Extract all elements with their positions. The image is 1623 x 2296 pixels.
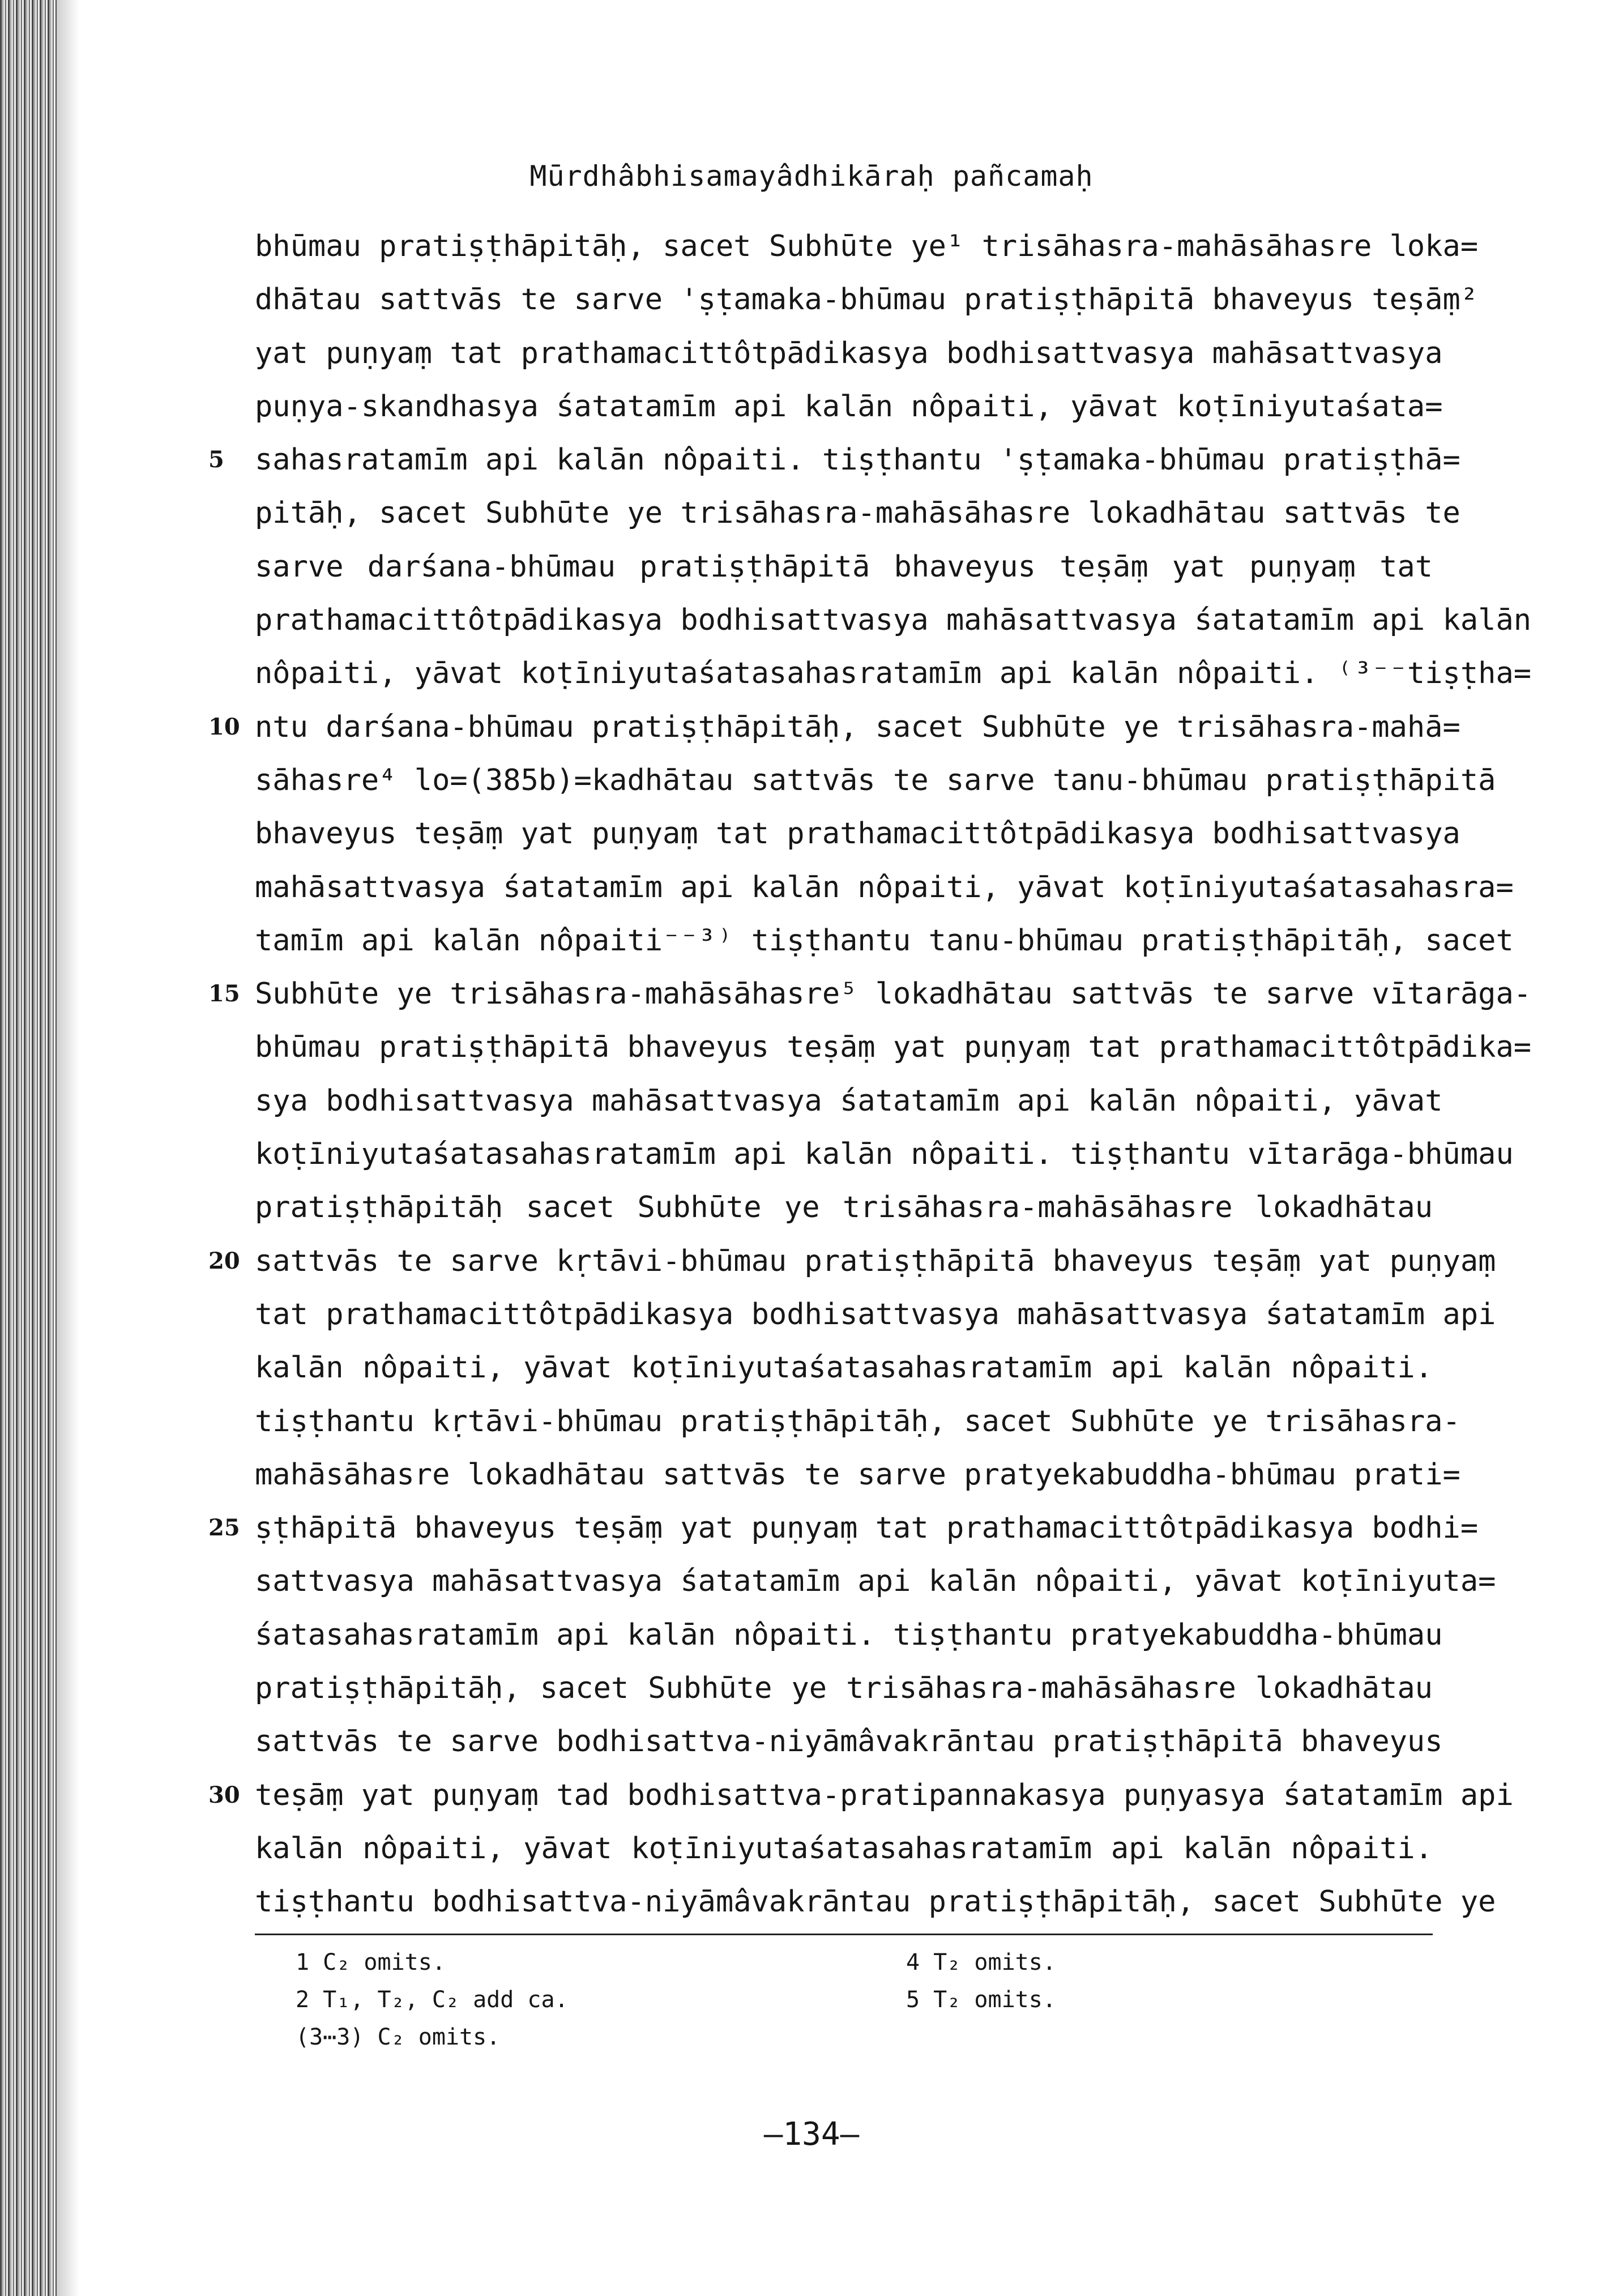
text-line (255, 540, 1433, 594)
line-text: bhūmau pratiṣṭhāpitā bhaveyus teṣāṃ yat puṇyaṃ tat prathamacittôtpādika= (255, 1030, 1532, 1065)
line-number: 30 (208, 1781, 240, 1808)
text-line (255, 1128, 1514, 1181)
line-text: yat puṇyaṃ tat prathamacittôtpādikasya bodhisattvasya mahāsattvasya (255, 336, 1443, 370)
line-text: sattvās te sarve kṛtāvi-bhūmau pratiṣṭhāpitā bhaveyus teṣāṃ yat puṇyaṃ (255, 1244, 1496, 1278)
line-text: ntu darśana-bhūmau pratiṣṭhāpitāḥ, sacet Subhūte ye trisāhasra-mahā= (255, 710, 1460, 744)
footnote-rule (255, 1934, 1433, 1935)
text-line (208, 1235, 1496, 1288)
body-text (208, 220, 1532, 1929)
line-number: 10 (208, 713, 240, 740)
binding-shadow (57, 0, 79, 2296)
text-line (255, 594, 1532, 647)
line-number: 25 (208, 1514, 240, 1542)
text-line (208, 433, 1460, 486)
line-text: nôpaiti, yāvat koṭīniyutaśatasahasratamīm api kalān nôpaiti. ⁽³⁻⁻tiṣṭha= (255, 656, 1532, 691)
footnotes-right-column (906, 1944, 1056, 2018)
text-line (255, 1608, 1443, 1662)
line-number: 15 (208, 980, 240, 1008)
text-line (255, 1555, 1496, 1608)
text-line (255, 273, 1479, 326)
line-text: pratiṣṭhāpitāḥ, sacet Subhūte ye trisāhasra-mahāsāhasre lokadhātau (255, 1671, 1433, 1706)
text-line (255, 220, 1479, 273)
text-line (255, 1288, 1496, 1341)
text-line (208, 1769, 1514, 1822)
line-text: dhātau sattvās te sarve 'ṣṭamaka-bhūmau pratiṣṭhāpitā bhaveyus teṣāṃ² (255, 283, 1479, 317)
text-line (255, 327, 1443, 380)
text-line (208, 1501, 1479, 1555)
line-text: sattvasya mahāsattvasya śatatamīm api kalān nôpaiti, yāvat koṭīniyuta= (255, 1564, 1496, 1599)
text-line (255, 1875, 1496, 1928)
text-line (255, 1395, 1460, 1448)
line-text: ṣṭhāpitā bhaveyus teṣāṃ yat puṇyaṃ tat prathamacittôtpādikasya bodhi= (255, 1511, 1479, 1546)
line-text: bhaveyus teṣāṃ yat puṇyaṃ tat prathamacittôtpādikasya bodhisattvasya (255, 817, 1460, 851)
line-text: sāhasre⁴ lo=(385b)=kadhātau sattvās te sarve tanu-bhūmau pratiṣṭhāpitā (255, 763, 1496, 797)
text-line (255, 1715, 1443, 1768)
line-text: sattvās te sarve bodhisattva-niyāmâvakrāntau pratiṣṭhāpitā bhaveyus (255, 1725, 1443, 1759)
text-line (255, 914, 1514, 967)
binding-edge (0, 0, 57, 2296)
line-text: kalān nôpaiti, yāvat koṭīniyutaśatasahasratamīm api kalān nôpaiti. (255, 1831, 1433, 1866)
line-text: tamīm api kalān nôpaiti⁻⁻³⁾ tiṣṭhantu tanu-bhūmau pratiṣṭhāpitāḥ, sacet (255, 923, 1514, 958)
line-text: mahāsāhasre lokadhātau sattvās te sarve pratyekabuddha-bhūmau prati= (255, 1457, 1460, 1492)
footnote: 5 T₂ omits. (906, 1987, 1056, 2013)
text-line (255, 861, 1514, 914)
page-number: —134— (763, 2116, 860, 2153)
text-line (255, 486, 1460, 540)
footnote: 4 T₂ omits. (906, 1949, 1056, 1975)
text-line (255, 647, 1532, 700)
line-number: 20 (208, 1247, 240, 1274)
text-line (255, 1341, 1433, 1394)
line-text: Subhūte ye trisāhasra-mahāsāhasre⁵ lokadhātau sattvās te sarve vītarāga- (255, 977, 1532, 1012)
line-text: bhūmau pratiṣṭhāpitāḥ, sacet Subhūte ye¹ trisāhasra-mahāsāhasre loka= (255, 229, 1479, 263)
footnote: (3⋯3) C₂ omits. (296, 2024, 501, 2050)
text-line (255, 807, 1460, 860)
text-line (255, 1822, 1433, 1875)
line-text: sarve darśana-bhūmau pratiṣṭhāpitā bhaveyus teṣāṃ yat puṇyaṃ tat (255, 549, 1433, 584)
text-line (255, 1074, 1443, 1128)
line-text: mahāsattvasya śatatamīm api kalān nôpaiti, yāvat koṭīniyutaśatasahasra= (255, 870, 1514, 904)
line-text: puṇya-skandhasya śatatamīm api kalān nôpaiti, yāvat koṭīniyutaśata= (255, 389, 1443, 424)
footnote: 2 T₁, T₂, C₂ add ca. (296, 1987, 569, 2013)
line-text: tat prathamacittôtpādikasya bodhisattvasya mahāsattvasya śatatamīm api (255, 1297, 1496, 1331)
line-text: kalān nôpaiti, yāvat koṭīniyutaśatasahasratamīm api kalān nôpaiti. (255, 1351, 1433, 1385)
line-text: tiṣṭhantu bodhisattva-niyāmâvakrāntau pratiṣṭhāpitāḥ, sacet Subhūte ye (255, 1885, 1496, 1919)
text-line (255, 1181, 1433, 1234)
line-text: pitāḥ, sacet Subhūte ye trisāhasra-mahāsāhasre lokadhātau sattvās te (255, 496, 1460, 531)
text-line (255, 1021, 1532, 1074)
text-line (255, 380, 1443, 433)
text-line (255, 754, 1496, 807)
text-line (255, 1662, 1433, 1715)
line-text: teṣāṃ yat puṇyaṃ tad bodhisattva-pratipannakasya puṇyasya śatatamīm api (255, 1778, 1514, 1812)
line-text: tiṣṭhantu kṛtāvi-bhūmau pratiṣṭhāpitāḥ, sacet Subhūte ye trisāhasra- (255, 1404, 1460, 1439)
running-head: Mūrdhâbhisamayâdhikāraḥ pañcamaḥ (529, 160, 1094, 193)
line-number: 5 (208, 446, 224, 473)
text-line (208, 701, 1460, 754)
text-line (208, 967, 1532, 1021)
line-text: śatasahasratamīm api kalān nôpaiti. tiṣṭhantu pratyekabuddha-bhūmau (255, 1618, 1443, 1652)
line-text: koṭīniyutaśatasahasratamīm api kalān nôpaiti. tiṣṭhantu vītarāga-bhūmau (255, 1137, 1514, 1172)
line-text: pratiṣṭhāpitāḥ sacet Subhūte ye trisāhasra-mahāsāhasre lokadhātau (255, 1190, 1433, 1225)
footnote: 1 C₂ omits. (296, 1949, 446, 1975)
line-text: sahasratamīm api kalān nôpaiti. tiṣṭhantu 'ṣṭamaka-bhūmau pratiṣṭhā= (255, 443, 1460, 477)
text-line (255, 1448, 1460, 1501)
line-text: sya bodhisattvasya mahāsattvasya śatatamīm api kalān nôpaiti, yāvat (255, 1083, 1443, 1118)
line-text: prathamacittôtpādikasya bodhisattvasya mahāsattvasya śatatamīm api kalān (255, 603, 1532, 638)
footnotes-left-column (296, 1944, 569, 2056)
